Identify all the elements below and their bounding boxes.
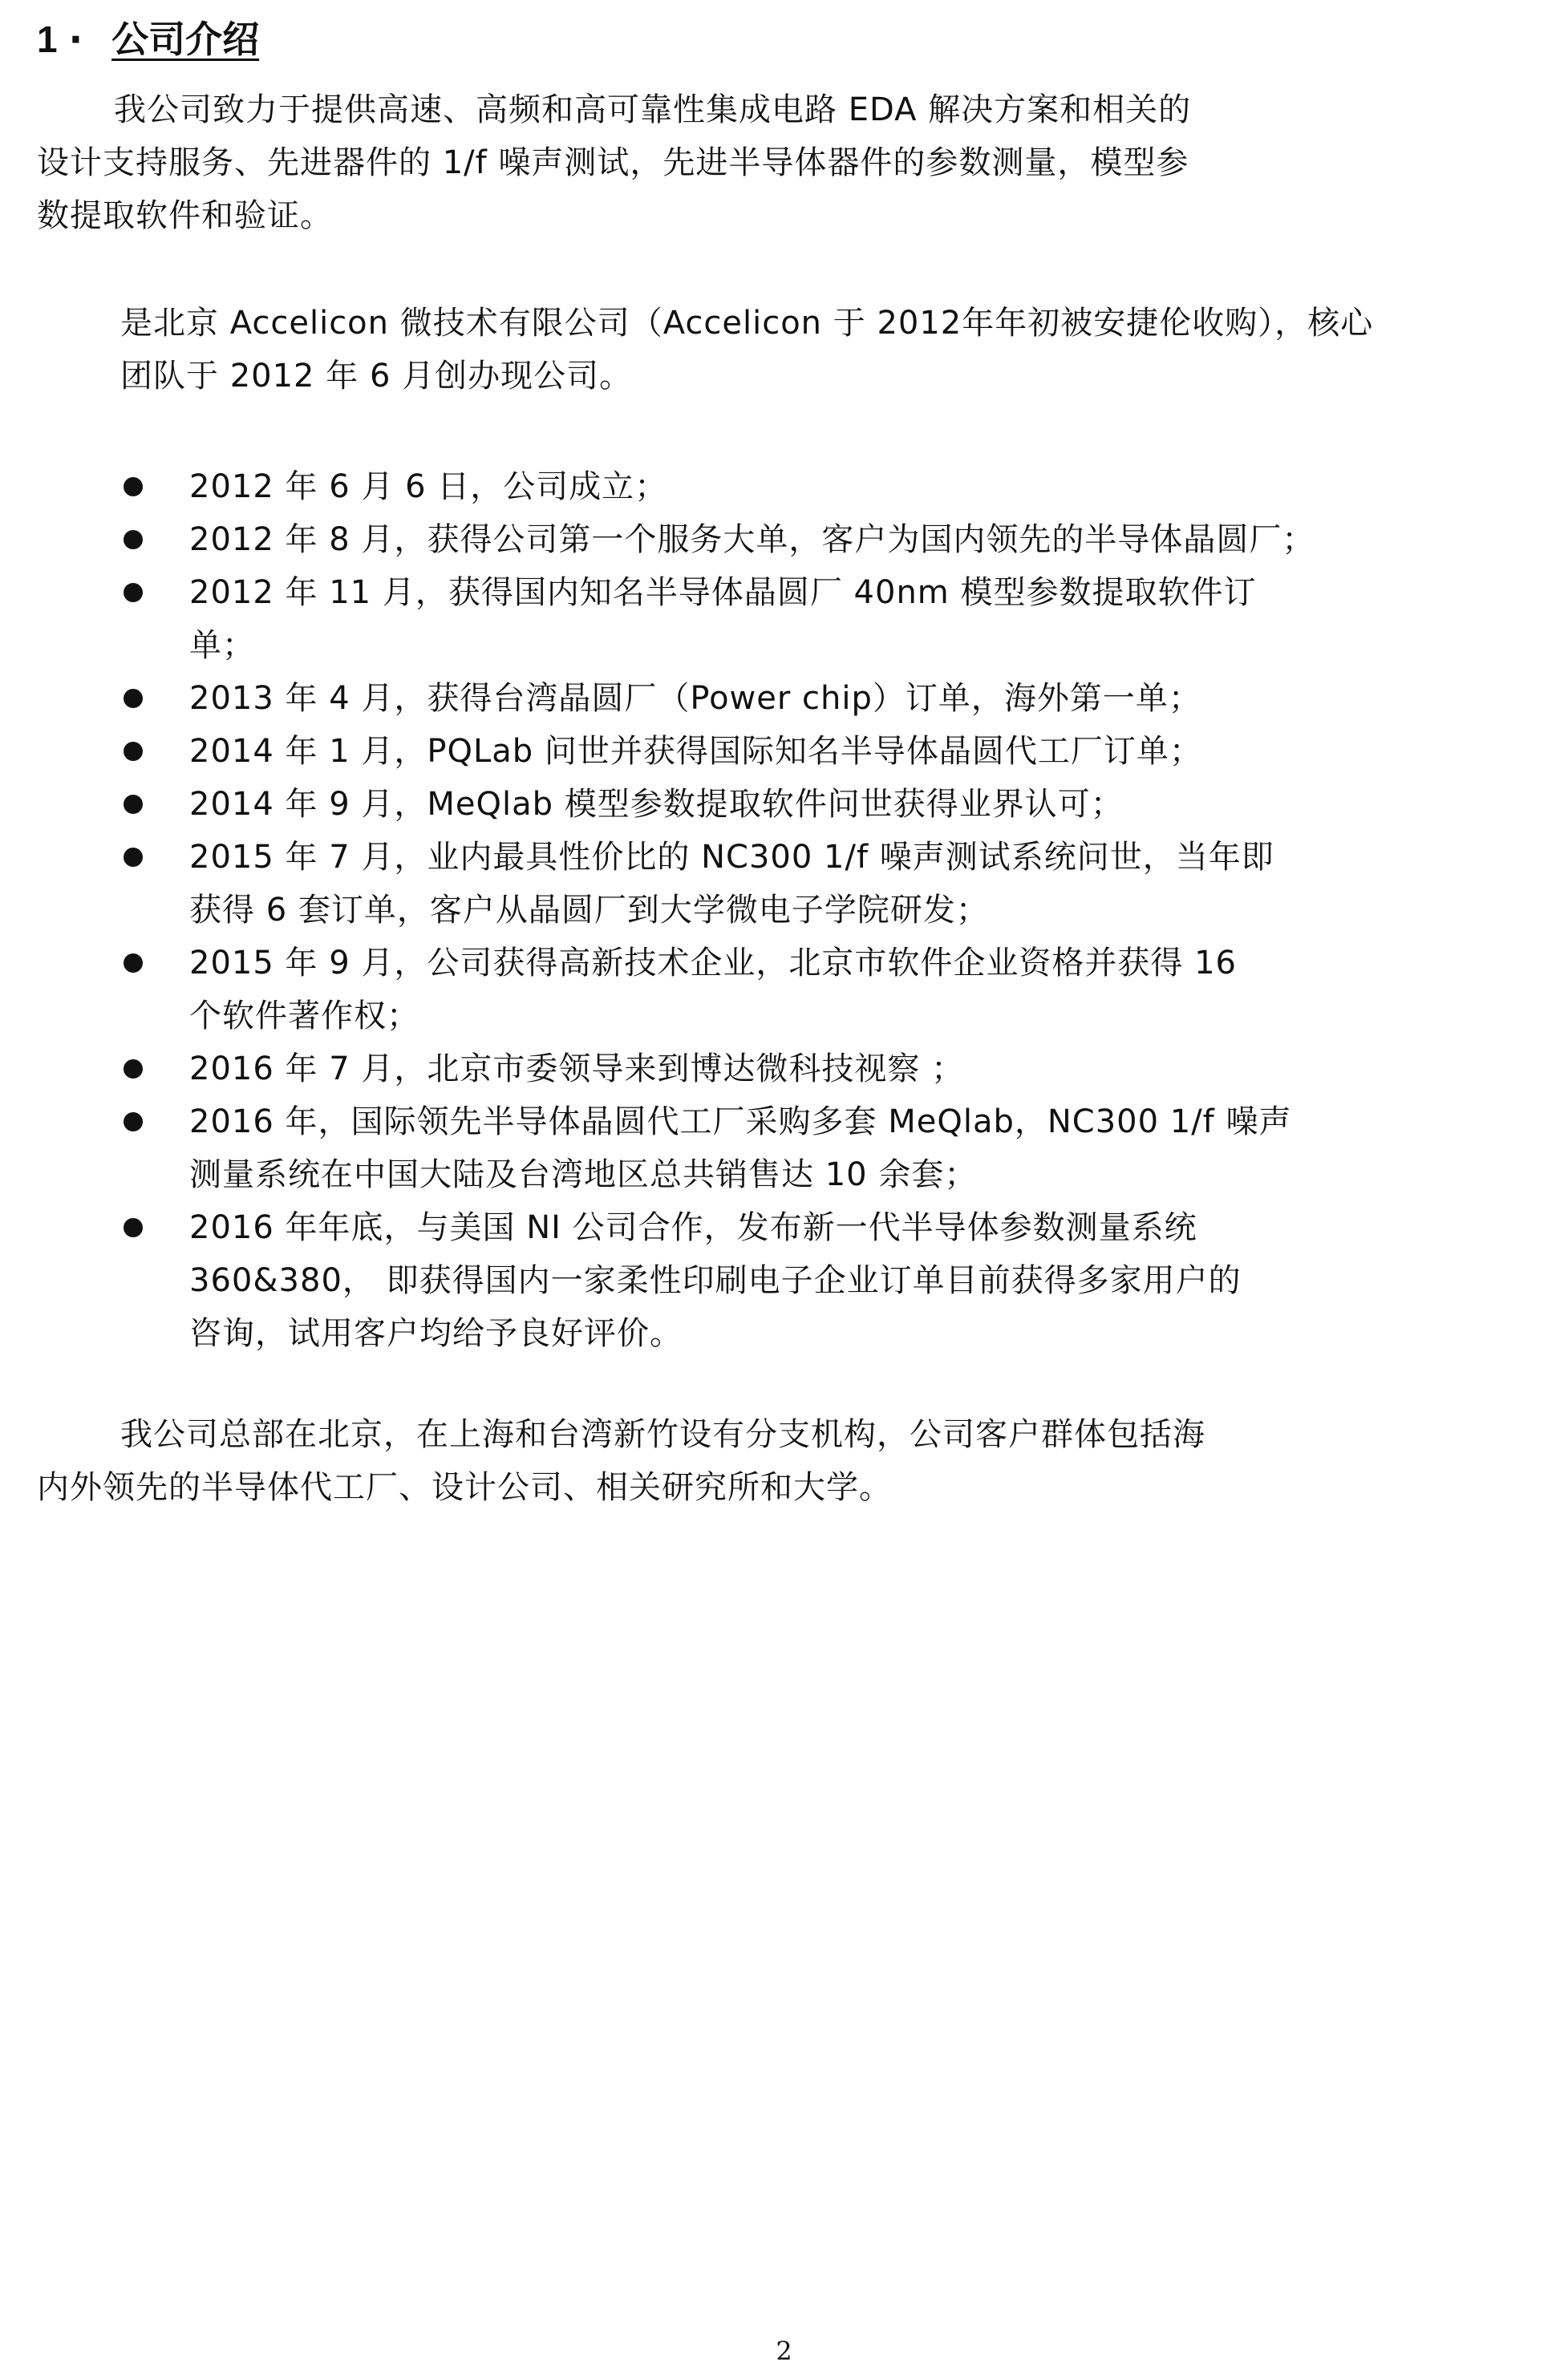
closing-line: 内外领先的半导体代工厂、设计公司、相关研究所和大学。	[37, 1469, 892, 1506]
list-item	[120, 937, 1315, 1042]
section-separator: ·	[68, 18, 83, 61]
list-item	[120, 460, 1315, 513]
list-item	[120, 513, 1315, 566]
list-item	[120, 831, 1315, 937]
bullet-icon	[124, 795, 143, 814]
milestone-line: 2016 年，国际领先半导体晶圆代工厂采购多套 MeQlab，NC300 1/f 噪声	[189, 1103, 1292, 1140]
milestone-line: 2016 年年底，与美国 NI 公司合作，发布新一代半导体参数测量系统	[189, 1209, 1197, 1246]
bullet-icon	[124, 1059, 143, 1079]
closing-line: 我公司总部在北京，在上海和台湾新竹设有分支机构，公司客户群体包括海	[120, 1416, 1205, 1453]
closing-paragraph	[37, 1408, 1205, 1514]
list-item	[120, 1042, 1315, 1095]
milestone-line: 咨询，试用客户均给予良好评价。	[189, 1315, 683, 1352]
section-number: 1	[37, 18, 58, 60]
milestone-line: 2014 年 1 月，PQLab 问世并获得国际知名半导体晶圆代工厂订单；	[189, 733, 1202, 770]
list-item	[120, 1095, 1315, 1201]
milestone-line: 2012 年 11 月，获得国内知名半导体晶圆厂 40nm 模型参数提取软件订	[189, 574, 1257, 611]
bullet-icon	[124, 477, 143, 496]
page-number: 2	[776, 2336, 792, 2366]
milestone-line: 2015 年 9 月，公司获得高新技术企业，北京市软件企业资格并获得 16	[189, 945, 1238, 982]
list-item	[120, 566, 1315, 672]
intro-paragraph	[37, 83, 1191, 242]
bullet-icon	[124, 848, 143, 867]
milestone-line: 2014 年 9 月，MeQlab 模型参数提取软件问世获得业界认可；	[189, 786, 1124, 823]
list-item	[120, 778, 1315, 831]
milestone-line: 获得 6 套订单，客户从晶圆厂到大学微电子学院研发；	[189, 892, 989, 929]
section-heading	[37, 11, 259, 67]
origin-line: 是北京 Accelicon 微技术有限公司（Accelicon 于 2012年年初被安捷伦收购），核心	[120, 305, 1374, 342]
list-item	[120, 1201, 1315, 1360]
section-title: 公司介绍	[111, 18, 260, 61]
intro-line: 设计支持服务、先进器件的 1/f 噪声测试，先进半导体器件的参数测量，模型参	[37, 144, 1189, 181]
bullet-icon	[124, 742, 143, 761]
origin-paragraph	[120, 297, 1373, 403]
intro-line: 数提取软件和验证。	[37, 197, 333, 234]
bullet-icon	[124, 583, 143, 602]
milestone-line: 360&380， 即获得国内一家柔性印刷电子企业订单目前获得多家用户的	[189, 1262, 1242, 1299]
bullet-icon	[124, 1218, 143, 1237]
milestone-line: 测量系统在中国大陆及台湾地区总共销售达 10 余套；	[189, 1156, 978, 1193]
bullet-icon	[124, 689, 143, 708]
milestone-line: 2012 年 6 月 6 日，公司成立；	[189, 468, 668, 505]
intro-line: 我公司致力于提供高速、高频和高可靠性集成电路 EDA 解决方案和相关的	[114, 91, 1192, 128]
list-item	[120, 672, 1315, 725]
milestone-line: 2016 年 7 月，北京市委领导来到博达微科技视察 ；	[189, 1050, 965, 1087]
milestone-line: 单；	[189, 627, 255, 664]
milestone-line: 个软件著作权；	[189, 998, 419, 1034]
milestone-line: 2015 年 7 月，业内最具性价比的 NC300 1/f 噪声测试系统问世，当年即	[189, 839, 1274, 876]
bullet-icon	[124, 530, 143, 549]
milestone-line: 2012 年 8 月，获得公司第一个服务大单，客户为国内领先的半导体晶圆厂；	[189, 521, 1315, 558]
bullet-icon	[124, 953, 143, 973]
milestone-line: 2013 年 4 月，获得台湾晶圆厂（Power chip）订单，海外第一单；	[189, 680, 1201, 717]
bullet-icon	[124, 1112, 143, 1131]
milestone-list	[120, 460, 1315, 1360]
list-item	[120, 725, 1315, 778]
origin-line: 团队于 2012 年 6 月创办现公司。	[120, 358, 633, 395]
